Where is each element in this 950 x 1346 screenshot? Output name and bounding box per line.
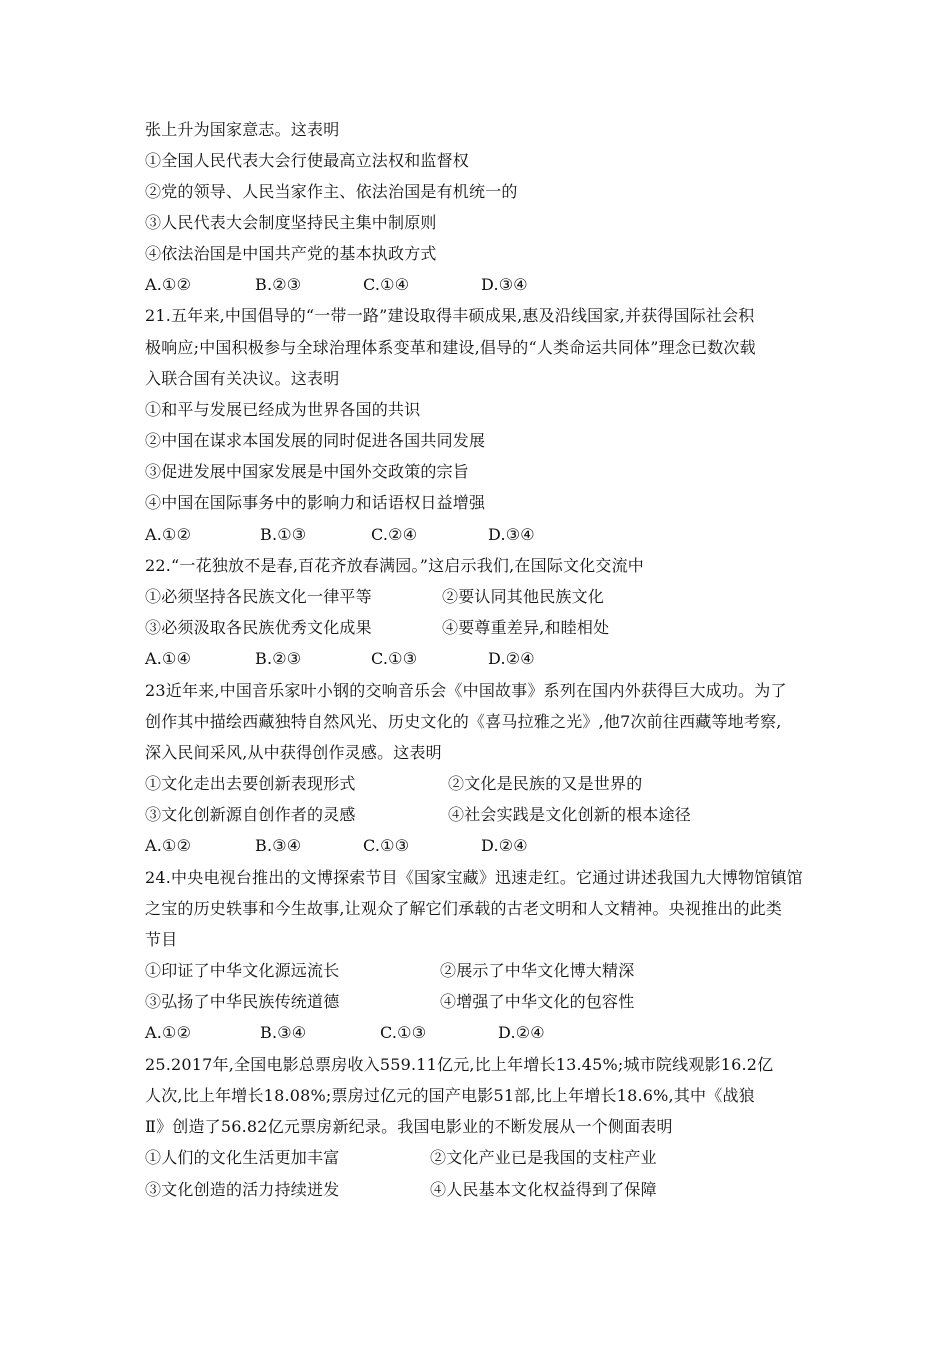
question-25-options-row-1 (145, 1148, 657, 1168)
question-23-options-row-2 (145, 805, 692, 825)
choice-d: D.②④ (488, 649, 535, 668)
question-23-option-2: ②文化是民族的又是世界的 (448, 774, 643, 793)
question-24-stem-line-1: 24.中央电视台推出的文博探索节目《国家宝藏》迅速走红。它通过讲述我国九大博物馆镇馆 (145, 868, 803, 887)
choice-c: C.①③ (380, 1023, 427, 1042)
question-25-option-2: ②文化产业已是我国的支柱产业 (430, 1148, 657, 1167)
question-22-option-2: ②要认同其他民族文化 (442, 587, 605, 606)
question-23-option-4: ④社会实践是文化创新的根本途径 (448, 805, 692, 824)
choice-c: C.①④ (363, 275, 410, 294)
choice-a: A.①② (145, 275, 192, 294)
question-24-stem-line-2: 之宝的历史轶事和今生故事,让观众了解它们承载的古老文明和人文精神。央视推出的此类 (145, 899, 783, 918)
question-23-option-3: ③文化创新源自创作者的灵感 (145, 805, 356, 824)
question-23-stem-line-1: 23近年来,中国音乐家叶小钢的交响音乐会《中国故事》系列在国内外获得巨大成功。为了 (145, 681, 787, 700)
question-22-option-1: ①必须坚持各民族文化一律平等 (145, 587, 372, 606)
question-22-option-4: ④要尊重差异,和睦相处 (442, 618, 610, 637)
question-21-stem-line-3: 入联合国有关决议。这表明 (145, 369, 340, 388)
choice-b: B.①③ (260, 525, 307, 544)
question-22-option-3: ③必须汲取各民族优秀文化成果 (145, 618, 372, 637)
choice-d: D.②④ (498, 1023, 545, 1042)
question-25-stem-line-2: 人次,比上年增长18.08%;票房过亿元的国产电影51部,比上年增长18.6%,其中《战狼 (145, 1086, 755, 1105)
question-21-option-4: ④中国在国际事务中的影响力和话语权日益增强 (145, 493, 486, 512)
choice-d: D.③④ (481, 275, 528, 294)
question-23-stem-line-2: 创作其中描绘西藏独特自然风光、历史文化的《喜马拉雅之光》,他7次前往西藏等地考察, (145, 712, 782, 731)
question-25-stem-line-3: Ⅱ》创造了56.82亿元票房新纪录。我国电影业的不断发展从一个侧面表明 (145, 1117, 673, 1136)
question-25-option-1: ①人们的文化生活更加丰富 (145, 1148, 340, 1167)
question-22-stem: 22.“一花独放不是春,百花齐放春满园。”这启示我们,在国际文化交流中 (145, 556, 644, 575)
question-24-options-row-1 (145, 961, 635, 981)
question-21-stem-line-2: 极响应;中国积极参与全球治理体系变革和建设,倡导的“人类命运共同体”理念已数次载 (145, 338, 756, 357)
question-25-options-row-2 (145, 1180, 657, 1200)
question-25-option-4: ④人民基本文化权益得到了保障 (430, 1180, 657, 1199)
question-24-option-1: ①印证了中华文化源远流长 (145, 961, 340, 980)
question-24-options-row-2 (145, 992, 635, 1012)
question-24-stem-line-3: 节目 (145, 930, 178, 949)
question-20-option-1: ①全国人民代表大会行使最高立法权和监督权 (145, 151, 470, 170)
choice-d: D.②④ (481, 836, 528, 855)
choice-c: C.①③ (363, 836, 410, 855)
question-21-stem-line-1: 21.五年来,中国倡导的“一带一路”建设取得丰硕成果,惠及沿线国家,并获得国际社会积 (145, 306, 755, 325)
choice-a: A.①④ (145, 649, 192, 668)
question-25-option-3: ③文化创造的活力持续迸发 (145, 1180, 340, 1199)
question-21-option-1: ①和平与发展已经成为世界各国的共识 (145, 400, 421, 419)
question-24-option-4: ④增强了中华文化的包容性 (440, 992, 635, 1011)
choice-a: A.①② (145, 836, 192, 855)
question-20-option-4: ④依法治国是中国共产党的基本执政方式 (145, 244, 437, 263)
question-21-option-2: ②中国在谋求本国发展的同时促进各国共同发展 (145, 431, 486, 450)
choice-b: B.③④ (260, 1023, 307, 1042)
question-25-stem-line-1: 25.2017年,全国电影总票房收入559.11亿元,比上年增长13.45%;城市院线观影16.2亿 (145, 1055, 774, 1074)
choice-c: C.①③ (371, 649, 418, 668)
question-23-stem-line-3: 深入民间采风,从中获得创作灵感。这表明 (145, 743, 442, 762)
question-23-option-1: ①文化走出去要创新表现形式 (145, 774, 356, 793)
choice-b: B.③④ (255, 836, 302, 855)
choice-b: B.②③ (255, 649, 302, 668)
question-20-option-2: ②党的领导、人民当家作主、依法治国是有机统一的 (145, 182, 518, 201)
question-24-option-3: ③弘扬了中华民族传统道德 (145, 992, 340, 1011)
choice-a: A.①② (145, 525, 192, 544)
question-23-options-row-1 (145, 774, 643, 794)
choice-b: B.②③ (255, 275, 302, 294)
question-22-options-row-2 (145, 618, 610, 638)
question-20-option-3: ③人民代表大会制度坚持民主集中制原则 (145, 213, 437, 232)
question-20-stem-continued: 张上升为国家意志。这表明 (145, 120, 340, 139)
question-24-option-2: ②展示了中华文化博大精深 (440, 961, 635, 980)
question-21-option-3: ③促进发展中国家发展是中国外交政策的宗旨 (145, 462, 470, 481)
choice-d: D.③④ (488, 525, 535, 544)
choice-a: A.①② (145, 1023, 192, 1042)
choice-c: C.②④ (371, 525, 418, 544)
question-22-options-row-1 (145, 587, 605, 607)
